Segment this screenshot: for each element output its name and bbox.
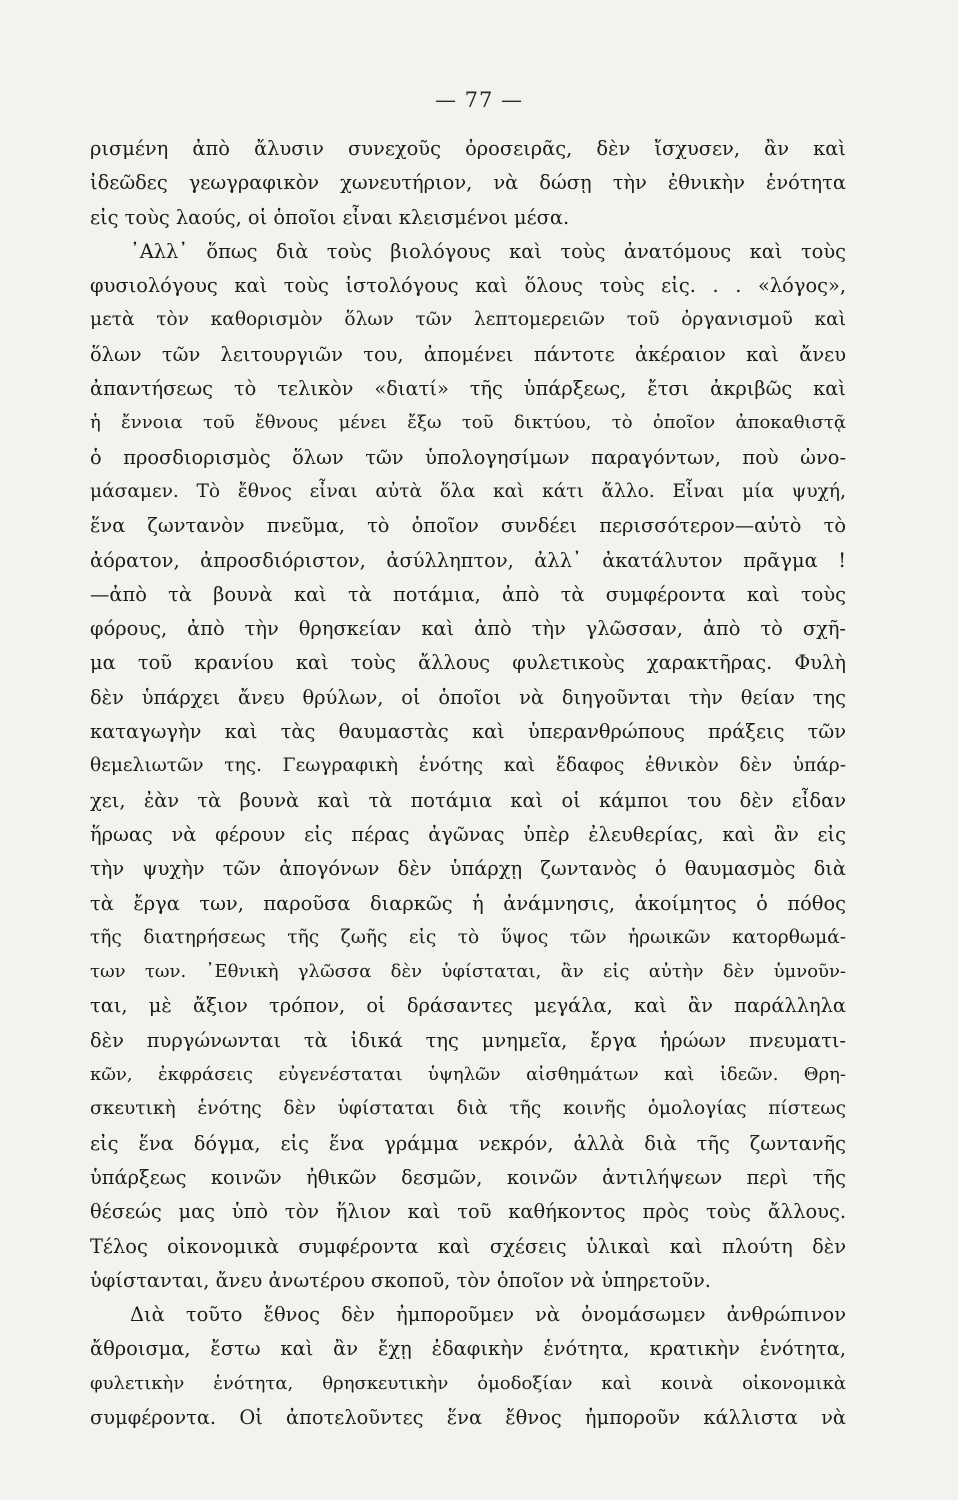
text-line: θεμελιωτῶν της. Γεωγραφικὴ ἑνότης καὶ ἔδαφος ἐθνικὸν δὲν ὑπάρ- bbox=[90, 755, 846, 777]
text-line: ᾿Αλλ᾿ ὅπως διὰ τοὺς βιολόγους καὶ τοὺς ἀνατόμους καὶ τοὺς bbox=[130, 239, 846, 263]
text-line: ὑφίστανται, ἄνευ ἀνωτέρου σκοποῦ, τὸν ὁποῖον νὰ ὑπηρετοῦν. bbox=[90, 1268, 711, 1292]
text-line: ται, μὲ ἄξιον τρόπον, οἱ δράσαντες μεγάλα, καὶ ἂν παράλληλα bbox=[90, 994, 846, 1018]
text-line: εἰς τοὺς λαούς, οἱ ὁποῖοι εἶναι κλεισμένοι μέσα. bbox=[90, 205, 570, 229]
text-line: τῆς διατηρήσεως τῆς ζωῆς εἰς τὸ ὕψος τῶν ἡρωικῶν κατορθωμά- bbox=[90, 926, 846, 948]
text-line: εἰς ἕνα δόγμα, εἰς ἕνα γράμμα νεκρόν, ἀλλὰ διὰ τῆς ζωντανῆς bbox=[90, 1131, 846, 1155]
text-line: ἀπαντήσεως τὸ τελικὸν «διατί» τῆς ὑπάρξεως, ἔτσι ἀκριβῶς καὶ bbox=[90, 377, 846, 401]
text-line: Τέλος οἰκονομικὰ συμφέροντα καὶ σχέσεις ὑλικαὶ καὶ πλούτη δὲν bbox=[90, 1234, 846, 1258]
text-line: ὅλων τῶν λειτουργιῶν του, ἀπομένει πάντοτε ἀκέραιον καὶ ἄνευ bbox=[90, 342, 846, 366]
text-line: τὰ ἔργα των, παροῦσα διαρκῶς ἡ ἀνάμνησις, ἀκοίμητος ὁ πόθος bbox=[90, 891, 846, 915]
text-line: μα τοῦ κρανίου καὶ τοὺς ἄλλους φυλετικοὺς χαρακτῆρας. Φυλὴ bbox=[90, 651, 846, 675]
text-line: μετὰ τὸν καθορισμὸν ὅλων τῶν λεπτομερειῶν τοῦ ὀργανισμοῦ καὶ bbox=[90, 309, 846, 331]
text-line: ρισμένη ἀπὸ ἄλυσιν συνεχοῦς ὀροσειρᾶς, δὲν ἴσχυσεν, ἂν καὶ bbox=[90, 137, 846, 160]
text-line: κῶν, ἐκφράσεις εὐγενέσταται ὑψηλῶν αἰσθημάτων καὶ ἰδεῶν. Θρη- bbox=[90, 1064, 846, 1086]
text-line: καταγωγὴν καὶ τὰς θαυμαστὰς καὶ ὑπερανθρώπους πράξεις τῶν bbox=[90, 720, 846, 744]
body-text bbox=[90, 132, 846, 1435]
text-line: ἥρωας νὰ φέρουν εἰς πέρας ἀγῶνας ὑπὲρ ἐλευθερίας, καὶ ἂν εἰς bbox=[90, 822, 846, 846]
text-line: Διὰ τοῦτο ἔθνος δὲν ἠμποροῦμεν νὰ ὀνομάσωμεν ἀνθρώπινον bbox=[130, 1303, 846, 1327]
text-line: ὑπάρξεως κοινῶν ἠθικῶν δεσμῶν, κοινῶν ἀντιλήψεων περὶ τῆς bbox=[90, 1165, 846, 1189]
text-line: δὲν ὑπάρχει ἄνευ θρύλων, οἱ ὁποῖοι νὰ διηγοῦνται τὴν θείαν της bbox=[90, 685, 846, 709]
text-line: χει, ἐὰν τὰ βουνὰ καὶ τὰ ποτάμια καὶ οἱ κάμποι του δὲν εἶδαν bbox=[90, 788, 846, 812]
text-line: θέσεώς μας ὑπὸ τὸν ἥλιον καὶ τοῦ καθήκοντος πρὸς τοὺς ἄλλους. bbox=[90, 1200, 846, 1224]
text-line: δὲν πυργώνωνται τὰ ἰδικά της μνημεῖα, ἔργα ἡρώων πνευματι- bbox=[90, 1028, 846, 1052]
text-line: ὁ προσδιορισμὸς ὅλων τῶν ὑπολογησίμων παραγόντων, ποὺ ὠνο- bbox=[90, 445, 846, 469]
text-line: ἄθροισμα, ἔστω καὶ ἂν ἔχῃ ἐδαφικὴν ἑνότητα, κρατικὴν ἑνότητα, bbox=[90, 1337, 846, 1361]
text-line: φυλετικὴν ἑνότητα, θρησκευτικὴν ὁμοδοξίαν καὶ κοινὰ οἰκονομικὰ bbox=[90, 1372, 846, 1394]
text-line: τὴν ψυχὴν τῶν ἀπογόνων δὲν ὑπάρχῃ ζωντανὸς ὁ θαυμασμὸς διὰ bbox=[90, 857, 846, 881]
text-line: ἕνα ζωντανὸν πνεῦμα, τὸ ὁποῖον συνδέει περισσότερον—αὐτὸ τὸ bbox=[90, 514, 846, 538]
text-line: μάσαμεν. Τὸ ἔθνος εἶναι αὐτὰ ὅλα καὶ κάτι ἄλλο. Εἶναι μία ψυχή, bbox=[90, 480, 846, 502]
text-line: των των. ᾿Εθνικὴ γλῶσσα δὲν ὑφίσταται, ἂν εἰς αὐτὴν δὲν ὑμνοῦν- bbox=[90, 961, 846, 983]
text-line: ἀόρατον, ἀπροσδιόριστον, ἀσύλληπτον, ἀλλ᾿ ἀκατάλυτον πρᾶγμα ! bbox=[90, 548, 846, 572]
page-number: — 77 — bbox=[434, 88, 524, 112]
text-line: συμφέροντα. Οἱ ἀποτελοῦντες ἕνα ἔθνος ἠμποροῦν κάλλιστα νὰ bbox=[90, 1405, 846, 1429]
text-line: σκευτικὴ ἑνότης δὲν ὑφίσταται διὰ τῆς κοινῆς ὁμολογίας πίστεως bbox=[90, 1098, 846, 1120]
text-line: ἡ ἔννοια τοῦ ἔθνους μένει ἔξω τοῦ δικτύου, τὸ ὁποῖον ἀποκαθιστᾷ bbox=[90, 412, 846, 434]
text-line: φόρους, ἀπὸ τὴν θρησκείαν καὶ ἀπὸ τὴν γλῶσσαν, ἀπὸ τὸ σχῆ- bbox=[90, 617, 846, 641]
text-line: —ἀπὸ τὰ βουνὰ καὶ τὰ ποτάμια, ἀπὸ τὰ συμφέροντα καὶ τοὺς bbox=[90, 582, 846, 606]
text-line: ἰδεῶδες γεωγραφικὸν χωνευτήριον, νὰ δώσῃ τὴν ἐθνικὴν ἑνότητα bbox=[90, 171, 846, 195]
text-line: φυσιολόγους καὶ τοὺς ἱστολόγους καὶ ὅλους τοὺς εἰς. . . «λόγος», bbox=[90, 274, 846, 298]
